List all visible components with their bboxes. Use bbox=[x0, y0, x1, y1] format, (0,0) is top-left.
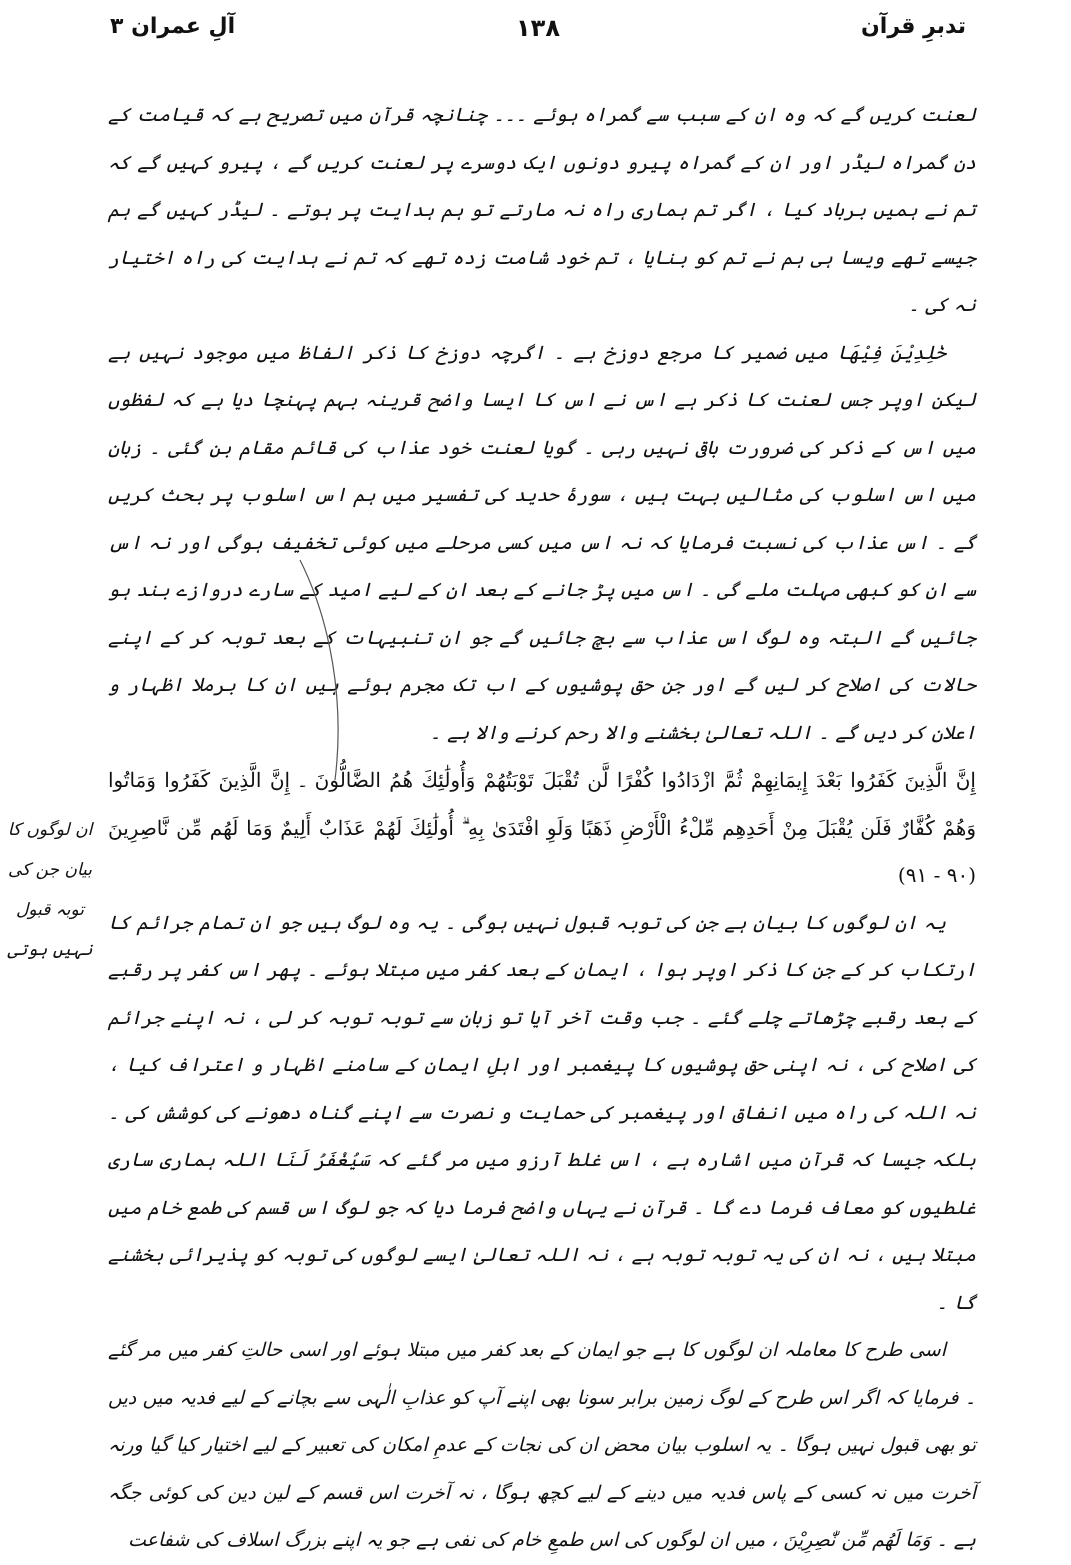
book-title: تدبرِ قرآن bbox=[861, 14, 966, 39]
paragraph: خٰلِدِیْنَ فِیْھَا میں ضمیر کا مرجع دوزخ ہے ۔ اگرچہ دوزخ کا ذکر الفاظ میں موجود نہیں ہے لیکن اوپر جس لعنت کا ذکر ہے اس نے اس کا ایسا واضح قرینہ بہم پہنچا دیا ہے کہ لفظوں میں اس کے ذکر کی ضرورت باقی نہیں رہی ۔ گویا لعنت خود عذاب کی قائم مقام بن گئی ۔ زبان میں اس اسلوب کی مثالیں بہت ہیں ، سورۂ حدید کی تفسیر میں ہم اس اسلوب پر بحث کریں گے ۔ اس عذاب کی نسبت فرمایا کہ نہ اس میں کسی مرحلے میں کوئی تخفیف ہوگی اور نہ اس سے ان کو کبھی مہلت ملے گی ۔ اس میں پڑ جانے کے بعد ان کے لیے امید کے سارے دروازے بند ہو جائیں گے البتہ وہ لوگ اس عذاب سے بچ جائیں گے جو ان تنبیہات کے بعد توبہ کر کے اپنے حالات کی اصلاح کر لیں گے اور جن حق پوشیوں کے اب تک مجرم ہوئے ہیں ان کا برملا اظہار و اعلان کر دیں گے ۔ اللہ تعالیٰ بخشنے والا رحم کرنے والا ہے ۔ bbox=[108, 341, 976, 744]
margin-note-line: نہیں ہوتی bbox=[7, 940, 93, 960]
page-number: ۱۳۸ bbox=[516, 14, 560, 42]
paragraph: اسی طرح کا معاملہ ان لوگوں کا ہے جو ایمان کے بعد کفر میں مبتلا ہوئے اور اسی حالتِ کفر میں مر گئے ۔ فرمایا کہ اگر اس طرح کے لوگ زمین برابر سونا بھی اپنے آپ کو عذابِ الٰہی سے بچانے کے لیے فدیہ میں دیں تو بھی قبول نہیں ہوگا ۔ یہ اسلوب بیان محض ان کی نجات کے عدمِ امکان کی تعبیر کے لیے اختیار کیا گیا ورنہ آخرت میں نہ کسی کے پاس فدیہ میں دینے کے لیے کچھ ہوگا ، نہ آخرت اس قسم کے لین دین کی کوئی جگہ ہے ۔ وَمَا لَھُم مِّن نّٰصِرِیْنَ ، میں ان لوگوں کی اس طمعِ خام کی نفی ہے جو یہ اپنے بزرگ اسلاف کی شفاعت bbox=[108, 1339, 976, 1551]
paragraph: لعنت کریں گے کہ وہ ان کے سبب سے گمراہ ہوئے ۔۔۔ چنانچہ قرآن میں تصریح ہے کہ قیامت کے دن گمراہ لیڈر اور ان کے گمراہ پیرو دونوں ایک دوسرے پر لعنت کریں گے ، پیرو کہیں گے کہ تم نے ہمیں برباد کیا ، اگر تم ہماری راہ نہ مارتے تو ہم ہدایت پر ہوتے ۔ لیڈر کہیں گے ہم جیسے تھے ویسا ہی ہم نے تم کو بنایا ، تم خود شامت زدہ تھے کہ تم نے ہدایت کی راہ اختیار نہ کی ۔ bbox=[108, 104, 976, 316]
margin-note-line: توبہ قبول bbox=[16, 900, 84, 920]
page-header bbox=[110, 14, 966, 54]
margin-note-line: ان لوگوں کا bbox=[7, 820, 93, 840]
main-text bbox=[108, 92, 976, 1565]
margin-note-line: بیان جن کی bbox=[7, 860, 93, 880]
paragraph: یہ ان لوگوں کا بیان ہے جن کی توبہ قبول نہیں ہوگی ۔ یہ وہ لوگ ہیں جو ان تمام جرائم کا ارتکاب کر کے جن کا ذکر اوپر ہوا ، ایمان کے بعد کفر میں مبتلا ہوئے ۔ پھر اس کفر پر رقبے کے بعد رقبے چڑھاتے چلے گئے ۔ جب وقت آخر آیا تو زبان سے توبہ توبہ کر لی ، نہ اپنے جرائم کی اصلاح کی ، نہ اپنی حق پوشیوں کا پیغمبر اور اہلِ ایمان کے سامنے اظہار و اعتراف کیا ، نہ اللہ کی راہ میں انفاق اور پیغمبر کی حمایت و نصرت سے اپنے گناہ دھونے کی کوشش کی ۔ بلکہ جیسا کہ قرآن میں اشارہ ہے ، اس غلط آرزو میں مر گئے کہ سَیُغْفَرُ لَنَا اللہ ہماری ساری غلطیوں کو معاف فرما دے گا ۔ قرآن نے یہاں واضح فرما دیا کہ جو لوگ اس قسم کی طمع خام میں مبتلا ہیں ، نہ ان کی یہ توبہ توبہ ہے ، نہ اللہ تعالیٰ ایسے لوگوں کی توبہ کو پذیرائی بخشنے گا ۔ bbox=[108, 911, 976, 1314]
surah-label: آلِ عمران ۳ bbox=[110, 14, 236, 39]
margin-note bbox=[0, 810, 100, 970]
arabic-verse: إِنَّ الَّذِينَ كَفَرُوا بَعْدَ إِيمَانِهِمْ ثُمَّ ازْدَادُوا كُفْرًا لَّن تُقْبَلَ تَوْبَتُهُمْ وَأُولَٰئِكَ هُمُ الضَّالُّونَ ۔ إِنَّ الَّذِينَ كَفَرُوا وَمَاتُوا وَهُمْ كُفَّارٌ فَلَن يُقْبَلَ مِنْ أَحَدِهِم مِّلْءُ الْأَرْضِ ذَهَبًا وَلَوِ افْتَدَىٰ بِهِ ۗ أُولَٰئِكَ لَهُمْ عَذَابٌ أَلِيمٌ وَمَا لَهُم مِّن نَّاصِرِينَ (۹۰ - ۹۱) bbox=[108, 768, 976, 887]
